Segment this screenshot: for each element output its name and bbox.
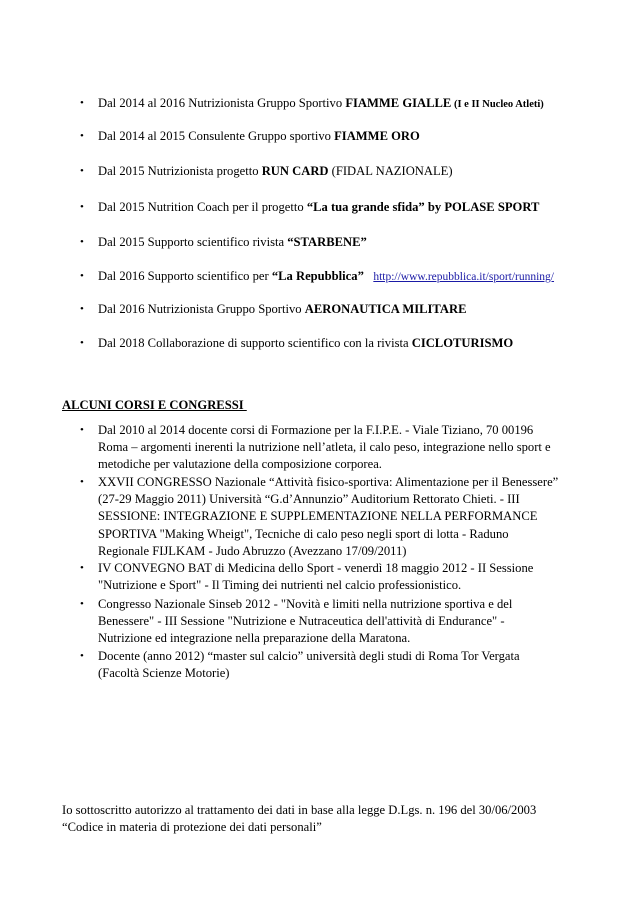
list-item xyxy=(80,334,620,352)
list-item xyxy=(80,162,620,180)
list-item-text: XXVII CONGRESSO Nazionale “Attività fisico-sportiva: Alimentazione per il Benessere” (27-29 Maggio 2011) Università “G.d’Annunzio” Auditorium Rettorato Chieti. - III SESSIONE: INTEGRAZIONE E SUPPLEMENTAZIONE NELLA PERFORMANCE SPORTIVA "Making Wheigt", Tecniche di calo peso negli sport di lotta - Raduno Regionale FIJLKAM - Judo Abruzzo (Avezzano 17/09/2011) xyxy=(98,475,559,558)
list-item-text xyxy=(98,94,544,114)
item-bold: FIAMME ORO xyxy=(334,129,420,143)
list-item-text: Docente (anno 2012) “master sul calcio” università degli studi di Roma Tor Vergata (Facoltà Scienze Motorie) xyxy=(98,649,520,681)
list-item xyxy=(80,233,620,251)
item-lead: Dal 2018 Collaborazione di supporto scientifico con la rivista xyxy=(98,336,412,350)
item-small: (I e II Nucleo Atleti) xyxy=(451,99,544,110)
list-item xyxy=(80,300,620,318)
privacy-consent xyxy=(62,802,536,835)
list-item-text xyxy=(98,300,467,318)
list-item xyxy=(80,127,620,145)
bullet: • xyxy=(80,270,84,282)
bullet: • xyxy=(80,562,84,574)
bullet: • xyxy=(80,424,84,436)
item-lead: Dal 2014 al 2015 Consulente Gruppo sportivo xyxy=(98,129,335,143)
bullet: • xyxy=(80,201,84,213)
list-item-text xyxy=(98,127,420,145)
item-bold: CICLOTURISMO xyxy=(411,336,514,350)
item-lead: Dal 2015 Supporto scientifico rivista xyxy=(98,235,288,249)
list-item-text xyxy=(98,267,554,286)
section-title: ALCUNI CORSI E CONGRESSI xyxy=(62,398,247,412)
item-lead: Dal 2016 Nutrizionista Gruppo Sportivo xyxy=(98,302,305,316)
item-lead: Dal 2015 Nutrizionista progetto xyxy=(98,164,262,178)
experience-list xyxy=(0,0,636,360)
bullet: • xyxy=(80,236,84,248)
item-lead: Dal 2016 Supporto scientifico per xyxy=(98,269,272,283)
list-item-text xyxy=(98,198,539,216)
consent-line: Io sottoscritto autorizzo al trattamento dei dati in base alla legge D.Lgs. n. 196 del 30/06/2003 xyxy=(62,803,537,817)
list-item xyxy=(80,94,620,112)
list-item xyxy=(80,198,620,216)
item-lead: Dal 2014 al 2016 Nutrizionista Gruppo Sportivo xyxy=(98,96,346,110)
bullet: • xyxy=(80,650,84,662)
bullet: • xyxy=(80,598,84,610)
list-item-text xyxy=(98,162,453,180)
item-bold: FIAMME GIALLE xyxy=(345,96,452,110)
item-lead: Dal 2015 Nutrition Coach per il progetto xyxy=(98,200,307,214)
item-bold: “La tua grande sfida” by POLASE SPORT xyxy=(306,200,540,214)
bullet: • xyxy=(80,337,84,349)
item-tail: (FIDAL NAZIONALE) xyxy=(328,164,453,178)
bullet: • xyxy=(80,130,84,142)
repubblica-link[interactable]: http://www.repubblica.it/sport/running/ xyxy=(373,271,555,283)
list-item-text: Dal 2010 al 2014 docente corsi di Formazione per la F.I.P.E. - Viale Tiziano, 70 00196 Roma – argomenti inerenti la nutrizione nell’atleta, il calo peso, integrazione nello sport e metodiche per valutazione della composizione corporea. xyxy=(98,423,551,472)
bullet: • xyxy=(80,97,84,109)
bullet: • xyxy=(80,165,84,177)
list-item-text: IV CONVEGNO BAT di Medicina dello Sport - venerdì 18 maggio 2012 - II Sessione "Nutrizione e Sport" - Il Timing dei nutrienti nel calcio professionistico. xyxy=(98,561,534,593)
consent-line: “Codice in materia di protezione dei dati personali” xyxy=(62,819,322,834)
item-bold: “La Repubblica” xyxy=(271,269,364,283)
bullet: • xyxy=(80,476,84,488)
item-bold: AERONAUTICA MILITARE xyxy=(304,302,467,316)
list-item-text xyxy=(98,334,513,352)
list-item-text xyxy=(98,233,367,251)
item-bold: RUN CARD xyxy=(261,164,329,178)
list-item-text: Congresso Nazionale Sinseb 2012 - "Novità e limiti nella nutrizione sportiva e del Benessere" - III Sessione "Nutrizione e Nutraceutica dell'attività di Endurance" - Nutrizione ed integrazione nella preparazione della Maratona. xyxy=(98,597,513,646)
bullet: • xyxy=(80,303,84,315)
list-item xyxy=(80,267,620,285)
item-bold: “STARBENE” xyxy=(287,235,367,249)
